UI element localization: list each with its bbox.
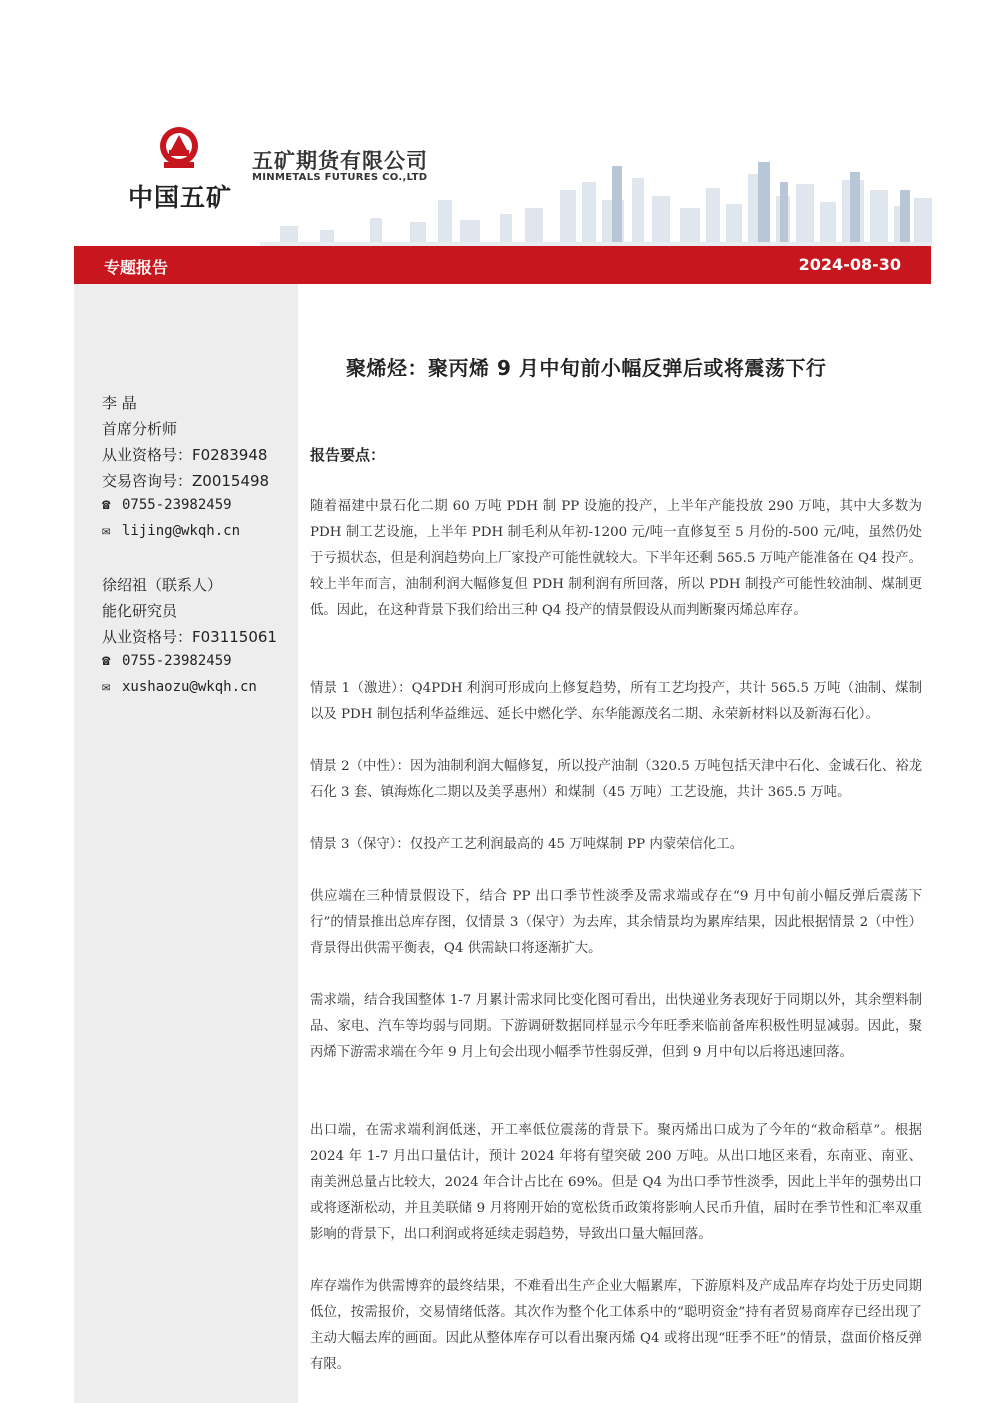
company-emblem-icon [158, 126, 200, 170]
paragraph-scenario-3: 情景 3（保守）：仅投产工艺利润最高的 45 万吨煤制 PP 内蒙荣信化工。 [310, 837, 744, 852]
report-banner [74, 246, 931, 284]
analyst1-email-row [102, 523, 240, 539]
analyst2-title: 能化研究员 [102, 602, 178, 620]
analyst2-name: 徐绍祖（联系人） [102, 576, 223, 594]
analyst1-name: 李 晶 [102, 394, 137, 412]
analyst1-license: 从业资格号：F0283948 [102, 446, 268, 464]
company-name-cn: 五矿期货有限公司 [252, 149, 428, 173]
analyst2-email[interactable]: xushaozu@wkqh.cn [122, 679, 257, 695]
analyst1-email[interactable]: lijing@wkqh.cn [122, 523, 241, 539]
report-type-label: 专题报告 [104, 258, 169, 277]
analyst2-license: 从业资格号：F03115061 [102, 628, 277, 646]
page-title: 聚烯烃：聚丙烯 9 月中旬前小幅反弹后或将震荡下行 [346, 356, 827, 380]
company-name-en: MINMETALS FUTURES CO.,LTD [252, 172, 428, 183]
paragraph-scenario-2: 情景 2（中性）：因为油制利润大幅修复，所以投产油制（320.5 万吨包括天津中石化、金诚石化、裕龙石化 3 套、镇海炼化二期以及美孚惠州）和煤制（45 万吨）工艺设施，共计 365.5 万吨。 [310, 759, 922, 800]
paragraph-scenario-1: 情景 1（激进）：Q4PDH 利润可形成向上修复趋势，所有工艺均投产，共计 565.5 万吨（油制、煤制以及 PDH 制包括利华益维远、延长中燃化学、东华能源茂名二期、永荣新材料以及新海石化）。 [310, 681, 922, 722]
email-icon: ✉ [102, 679, 111, 695]
logo-wordmark: 中国五矿 [128, 183, 233, 212]
city-skyline-graphic [260, 160, 932, 246]
summary-heading: 报告要点： [310, 446, 386, 464]
paragraph-inventory: 库存端作为供需博弈的最终结果，不难看出生产企业大幅累库，下游原料及产成品库存均处于历史同期低位，按需报价，交易情绪低落。其次作为整个化工体系中的“聪明资金”持有者贸易商库存已经出现了主动大幅去库的画面。因此从整体库存可以看出聚丙烯 Q4 或将出现“旺季不旺”的情景，盘面价格反弹有限。 [310, 1279, 922, 1372]
report-date: 2024-08-30 [798, 255, 901, 274]
phone-icon: ☎ [102, 653, 111, 669]
analyst1-phone: 0755-23982459 [122, 497, 232, 513]
paragraph-demand: 需求端，结合我国整体 1-7 月累计需求同比变化图可看出，出快递业务表现好于同期以外，其余塑料制品、家电、汽车等均弱与同期。下游调研数据同样显示今年旺季来临前备库积极性明显减弱。因此，聚丙烯下游需求端在今年 9 月上旬会出现小幅季节性弱反弹，但到 9 月中旬以后将迅速回落。 [310, 993, 922, 1060]
paragraph-supply: 供应端在三种情景假设下，结合 PP 出口季节性淡季及需求端或存在“9 月中旬前小幅反弹后震荡下行”的情景推出总库存图，仅情景 3（保守）为去库，其余情景均为累库结果，因此根据情景 2（中性）背景得出供需平衡表，Q4 供需缺口将逐渐扩大。 [310, 889, 922, 956]
analyst2-phone: 0755-23982459 [122, 653, 232, 669]
analyst2-phone-row [102, 653, 232, 669]
paragraph-background: 随着福建中景石化二期 60 万吨 PDH 制 PP 设施的投产，上半年产能投放 290 万吨，其中大多数为 PDH 制工艺设施，上半年 PDH 制毛利从年初-1200 元/吨一直修复至 5 月份的-500 元/吨，虽然仍处于亏损状态，但是利润趋势向上厂家投产可能性就较大。下半年还剩 565.5 万吨产能准备在 Q4 投产。较上半年而言，油制利润大幅修复但 PDH 制利润有所回落，所以 PDH 制投产可能性较油制、煤制更低。因此，在这种背景下我们给出三种 Q4 投产的情景假设从而判断聚丙烯总库存。 [310, 499, 922, 618]
analyst-sidebar [74, 284, 298, 1403]
analyst1-phone-row [102, 497, 232, 513]
email-icon: ✉ [102, 523, 111, 539]
paragraph-export: 出口端，在需求端利润低迷，开工率低位震荡的背景下。聚丙烯出口成为了今年的“救命稻草”。根据 2024 年 1-7 月出口量估计，预计 2024 年将有望突破 200 万吨。从出口地区来看，东南亚、南亚、南美洲总量占比较大，2024 年合计占比在 69%。但是 Q4 为出口季节性淡季，因此上半年的强势出口或将逐渐松动，并且美联储 9 月将刚开始的宽松货币政策将影响人民币升值，届时在季节性和汇率双重影响的背景下，出口利润或将延续走弱趋势，导致出口量大幅回落。 [310, 1123, 922, 1242]
phone-icon: ☎ [102, 497, 111, 513]
analyst1-title: 首席分析师 [102, 420, 178, 438]
analyst2-email-row [102, 679, 257, 695]
analyst1-consult: 交易咨询号：Z0015498 [102, 472, 270, 490]
